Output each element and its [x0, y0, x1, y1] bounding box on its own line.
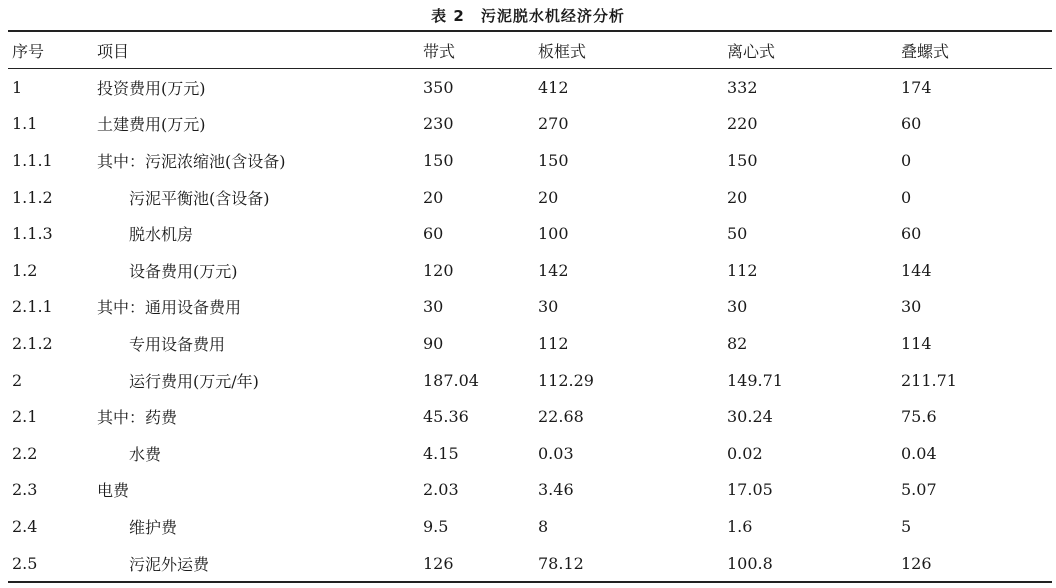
economic-analysis-table	[8, 30, 1052, 583]
header-belt-type: 带式	[423, 41, 456, 61]
cell-serial-number: 2.3	[12, 480, 38, 500]
cell-screw-stack-value: 211.71	[901, 370, 957, 390]
cell-plate-frame-value: 270	[538, 114, 569, 134]
cell-screw-stack-value: 0	[901, 150, 912, 170]
cell-item: 专用设备费用	[129, 334, 226, 354]
table-caption: 表 2 污泥脱水机经济分析	[431, 7, 625, 25]
cell-plate-frame-value: 412	[538, 77, 569, 97]
table-row	[8, 252, 1052, 289]
cell-centrifugal-value: 100.8	[727, 553, 773, 573]
cell-plate-frame-value: 112	[538, 333, 569, 353]
header-screw-stack-type: 叠螺式	[901, 41, 950, 61]
cell-item: 土建费用(万元)	[97, 115, 206, 135]
cell-centrifugal-value: 17.05	[727, 480, 773, 500]
table-row	[8, 142, 1052, 179]
table-row	[8, 435, 1052, 472]
cell-centrifugal-value: 332	[727, 77, 758, 97]
cell-centrifugal-value: 20	[727, 187, 748, 207]
table-row	[8, 362, 1052, 399]
cell-serial-number: 1.1.3	[12, 224, 53, 244]
cell-serial-number: 1.1.2	[12, 187, 53, 207]
cell-belt-value: 230	[423, 114, 454, 134]
cell-serial-number: 1.1	[12, 114, 38, 134]
cell-item: 运行费用(万元/年)	[129, 371, 259, 391]
cell-screw-stack-value: 0	[901, 187, 912, 207]
cell-plate-frame-value: 150	[538, 150, 569, 170]
cell-centrifugal-value: 82	[727, 333, 748, 353]
cell-screw-stack-value: 144	[901, 260, 932, 280]
cell-plate-frame-value: 8	[538, 516, 549, 536]
cell-belt-value: 187.04	[423, 370, 479, 390]
cell-item: 电费	[97, 481, 130, 501]
table-row	[8, 545, 1052, 583]
cell-plate-frame-value: 100	[538, 224, 569, 244]
cell-plate-frame-value: 20	[538, 187, 559, 207]
cell-screw-stack-value: 60	[901, 114, 922, 134]
cell-centrifugal-value: 220	[727, 114, 758, 134]
cell-centrifugal-value: 1.6	[727, 516, 753, 536]
cell-item: 投资费用(万元)	[97, 78, 206, 98]
header-centrifugal-type: 离心式	[727, 41, 776, 61]
cell-centrifugal-value: 112	[727, 260, 758, 280]
table-row	[8, 179, 1052, 216]
cell-plate-frame-value: 22.68	[538, 407, 584, 427]
cell-belt-value: 30	[423, 297, 444, 317]
cell-serial-number: 1.2	[12, 260, 38, 280]
table-row	[8, 472, 1052, 509]
cell-item: 脱水机房	[129, 225, 194, 245]
cell-serial-number: 2	[12, 370, 23, 390]
cell-belt-value: 350	[423, 77, 454, 97]
table-row	[8, 215, 1052, 252]
cell-screw-stack-value: 60	[901, 224, 922, 244]
cell-serial-number: 2.1.2	[12, 333, 53, 353]
cell-centrifugal-value: 50	[727, 224, 748, 244]
table-row	[8, 106, 1052, 143]
cell-belt-value: 9.5	[423, 516, 449, 536]
cell-belt-value: 120	[423, 260, 454, 280]
cell-item: 设备费用(万元)	[129, 261, 238, 281]
cell-serial-number: 2.4	[12, 516, 38, 536]
cell-serial-number: 2.5	[12, 553, 38, 573]
cell-belt-value: 126	[423, 553, 454, 573]
cell-item: 污泥外运费	[129, 554, 210, 574]
table-row	[8, 325, 1052, 362]
cell-serial-number: 1.1.1	[12, 150, 53, 170]
header-plate-frame-type: 板框式	[538, 41, 587, 61]
cell-centrifugal-value: 30.24	[727, 407, 773, 427]
cell-screw-stack-value: 5	[901, 516, 912, 536]
cell-belt-value: 90	[423, 333, 444, 353]
cell-centrifugal-value: 30	[727, 297, 748, 317]
cell-item: 污泥平衡池(含设备)	[129, 188, 270, 208]
cell-plate-frame-value: 112.29	[538, 370, 594, 390]
cell-plate-frame-value: 78.12	[538, 553, 584, 573]
cell-screw-stack-value: 5.07	[901, 480, 937, 500]
cell-centrifugal-value: 149.71	[727, 370, 783, 390]
table-row	[8, 398, 1052, 435]
cell-item: 其中：药费	[97, 408, 178, 428]
header-row	[8, 31, 1052, 69]
cell-screw-stack-value: 75.6	[901, 407, 937, 427]
cell-belt-value: 60	[423, 224, 444, 244]
cell-item: 水费	[129, 444, 162, 464]
cell-belt-value: 20	[423, 187, 444, 207]
cell-belt-value: 4.15	[423, 443, 459, 463]
cell-serial-number: 2.1.1	[12, 297, 53, 317]
cell-screw-stack-value: 114	[901, 333, 932, 353]
cell-serial-number: 2.1	[12, 407, 38, 427]
cell-item: 其中：通用设备费用	[97, 298, 242, 318]
cell-plate-frame-value: 30	[538, 297, 559, 317]
table-row	[8, 69, 1052, 106]
cell-belt-value: 2.03	[423, 480, 459, 500]
cell-centrifugal-value: 0.02	[727, 443, 763, 463]
table-row	[8, 508, 1052, 545]
header-serial-number: 序号	[12, 41, 45, 61]
cell-centrifugal-value: 150	[727, 150, 758, 170]
header-item: 项目	[97, 41, 130, 61]
cell-item: 其中：污泥浓缩池(含设备)	[97, 151, 286, 171]
cell-screw-stack-value: 0.04	[901, 443, 937, 463]
cell-plate-frame-value: 3.46	[538, 480, 574, 500]
cell-belt-value: 45.36	[423, 407, 469, 427]
cell-serial-number: 1	[12, 77, 23, 97]
cell-screw-stack-value: 126	[901, 553, 932, 573]
table-body	[8, 69, 1052, 583]
cell-item: 维护费	[129, 517, 178, 537]
cell-screw-stack-value: 30	[901, 297, 922, 317]
table-row	[8, 289, 1052, 326]
cell-belt-value: 150	[423, 150, 454, 170]
table-header	[8, 31, 1052, 69]
cell-plate-frame-value: 142	[538, 260, 569, 280]
cell-serial-number: 2.2	[12, 443, 38, 463]
cell-plate-frame-value: 0.03	[538, 443, 574, 463]
cell-screw-stack-value: 174	[901, 77, 932, 97]
